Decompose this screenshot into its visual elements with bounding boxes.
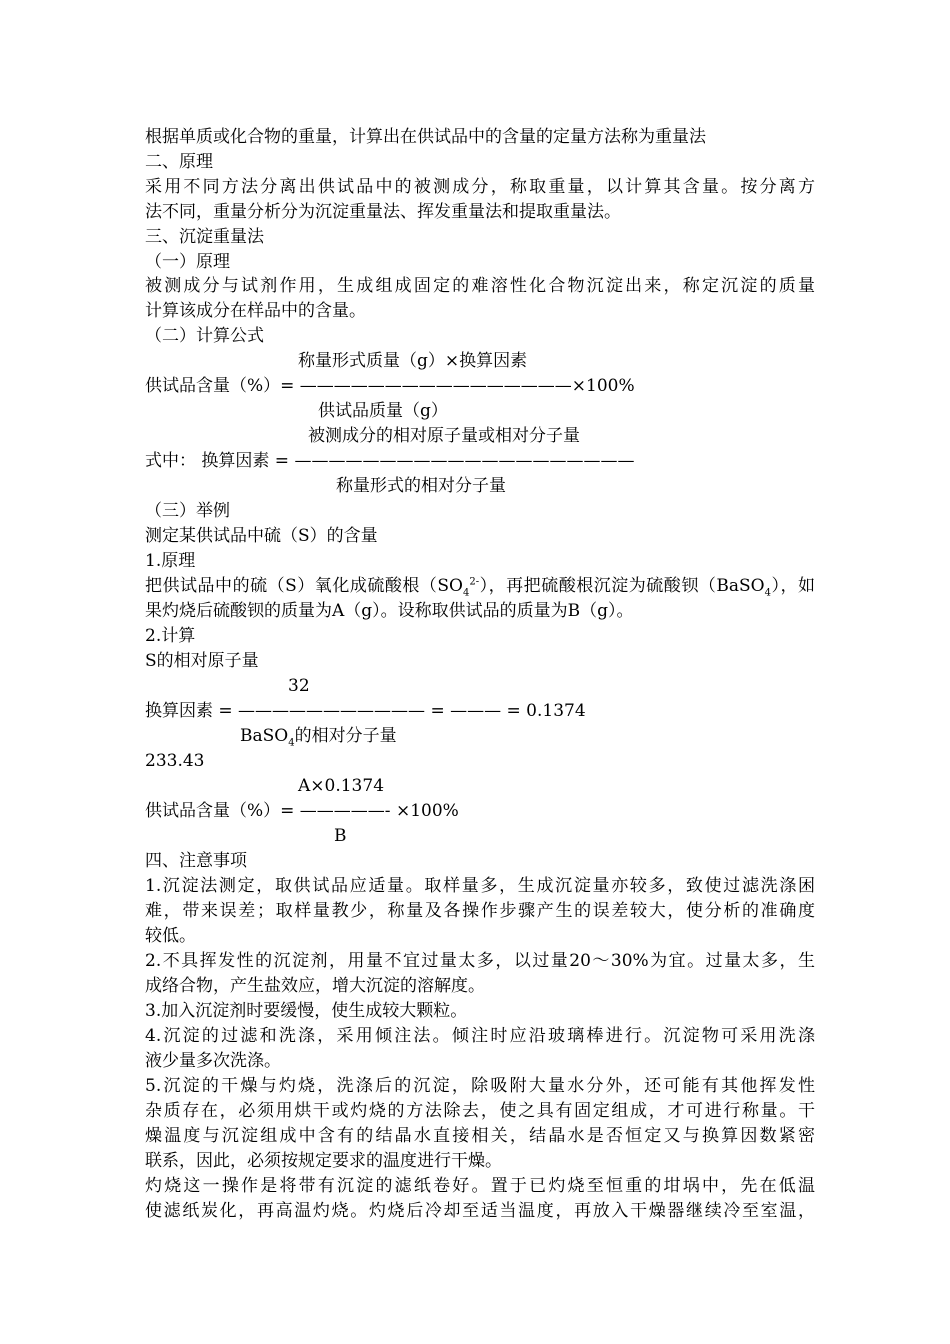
- paragraph-line: 3.加入沉淀剂时要缓慢，使生成较大颗粒。: [145, 1001, 468, 1021]
- paragraph-line: 采用不同方法分离出供试品中的被测成分，称取重量，以计算其含量。按分离方: [145, 177, 815, 197]
- paragraph-line: 杂质存在，必须用烘干或灼烧的方法除去，使之具有固定组成，才可进行称量。干: [145, 1101, 815, 1121]
- example-principle-label: 1.原理: [145, 551, 196, 571]
- paragraph-line: 5.沉淀的干燥与灼烧，洗涤后的沉淀，除吸附大量水分外，还可能有其他挥发性: [145, 1076, 815, 1096]
- example-title: 测定某供试品中硫（S）的含量: [145, 526, 378, 546]
- subheading-example: （三）举例: [145, 501, 230, 521]
- factor-value-numerator: 32: [288, 676, 310, 696]
- factor-numerator: 被测成分的相对原子量或相对分子量: [308, 426, 580, 446]
- paragraph-line: 果灼烧后硫酸钡的质量为A（g）。设称取供试品的质量为B（g）。: [145, 601, 634, 621]
- paragraph-line: 较低。: [145, 926, 196, 946]
- formula-denominator: 供试品质量（g）: [318, 401, 448, 421]
- factor-main-line: 式中： 换算因素 = ————————————————————: [145, 451, 635, 471]
- sulfur-atomic-label: S的相对原子量: [145, 651, 259, 671]
- formula-numerator: 称量形式质量（g）×换算因素: [298, 351, 528, 371]
- paragraph-line: 使滤纸炭化，再高温灼烧。灼烧后冷却至适当温度，再放入干燥器继续冷至室温，: [145, 1201, 815, 1221]
- chem-oxidation-line: 把供试品中的硫（S）氧化成硫酸根$(SO_4^{2-})$，再把硫酸根沉淀为硫酸钡（BaSO$_4$），如: [145, 576, 815, 599]
- content-numerator: A×0.1374: [298, 776, 385, 796]
- factor-denominator: 称量形式的相对分子量: [336, 476, 506, 496]
- heading-notes: 四、注意事项: [145, 851, 247, 871]
- baso4-value: 233.43: [145, 751, 205, 771]
- subheading-formula: （二）计算公式: [145, 326, 264, 346]
- heading-principle: 二、原理: [145, 152, 213, 172]
- paragraph-line: 1.沉淀法测定，取供试品应适量。取样量多，生成沉淀量亦较多，致使过滤洗涤困: [145, 876, 815, 896]
- paragraph-line: 被测成分与试剂作用，生成组成固定的难溶性化合物沉淀出来，称定沉淀的质量: [145, 276, 815, 296]
- heading-precipitation-method: 三、沉淀重量法: [145, 227, 264, 247]
- paragraph-line: 燥温度与沉淀组成中含有的结晶水直接相关，结晶水是否恒定又与换算因数紧密: [145, 1126, 815, 1146]
- intro-definition: 根据单质或化合物的重量，计算出在供试品中的含量的定量方法称为重量法: [145, 127, 706, 147]
- content-formula-line: 供试品含量（%）= —————- ×100%: [145, 801, 459, 821]
- paragraph-line: 难，带来误差；取样量教少，称量及各操作步骤产生的误差较大，使分析的准确度: [145, 901, 815, 921]
- baso4-molecular-label: BaSO$_4$的相对分子量: [240, 726, 397, 749]
- paragraph-line: 联系，因此，必须按规定要求的温度进行干燥。: [145, 1151, 502, 1171]
- paragraph-line: 2.不具挥发性的沉淀剂，用量不宜过量太多，以过量20～30%为宜。过量太多，生: [145, 951, 815, 971]
- paragraph-line: 4.沉淀的过滤和洗涤，采用倾注法。倾注时应沿玻璃棒进行。沉淀物可采用洗涤: [145, 1026, 815, 1046]
- paragraph-line: 灼烧这一操作是将带有沉淀的滤纸卷好。置于已灼烧至恒重的坩埚中，先在低温: [145, 1176, 815, 1196]
- paragraph-line: 计算该成分在样品中的含量。: [145, 301, 366, 321]
- content-denominator: B: [334, 826, 347, 846]
- subheading-principle: （一）原理: [145, 252, 230, 272]
- formula-main-line: 供试品含量（%）= ————————————————×100%: [145, 376, 635, 396]
- paragraph-line: 法不同，重量分析分为沉淀重量法、挥发重量法和提取重量法。: [145, 202, 621, 222]
- paragraph-line: 液少量多次洗涤。: [145, 1051, 281, 1071]
- factor-calc-line: 换算因素 = ——————————— = ——— = 0.1374: [145, 701, 586, 721]
- example-calc-label: 2.计算: [145, 626, 196, 646]
- paragraph-line: 成络合物，产生盐效应，增大沉淀的溶解度。: [145, 976, 485, 996]
